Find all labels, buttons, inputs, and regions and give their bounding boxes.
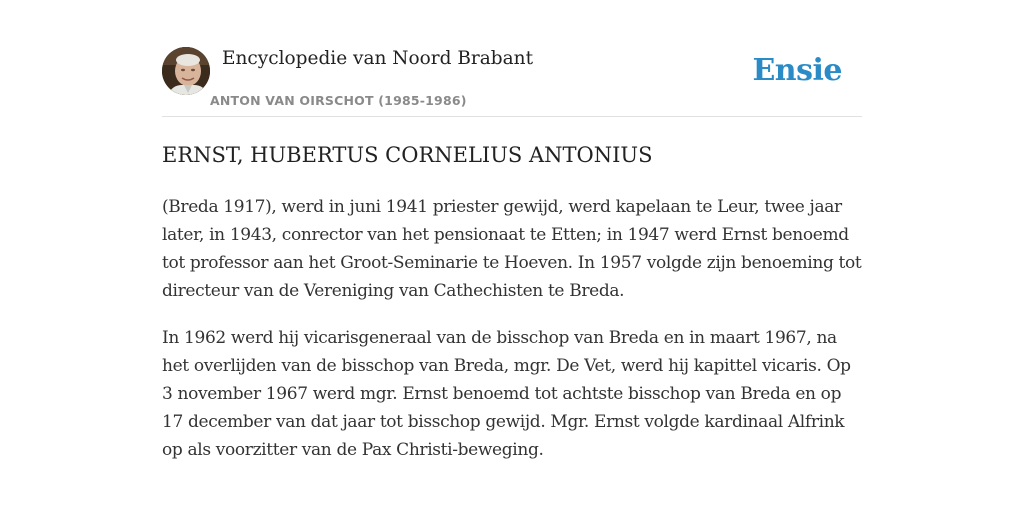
author-name[interactable]: ANTON VAN OIRSCHOT (1985-1986) bbox=[210, 93, 467, 108]
article-headword: ERNST, HUBERTUS CORNELIUS ANTONIUS bbox=[162, 143, 653, 167]
ensie-logo-link[interactable]: Ensie bbox=[752, 53, 842, 88]
article bbox=[162, 140, 862, 464]
article-paragraph: In 1962 werd hij vicarisgeneraal van de bisschop van Breda en in maart 1967, na het overlijden van de bisschop van Breda, mgr. De Vet, werd hij kapittel vicaris. Op 3 november 1967 werd mgr. Ernst benoemd tot achtste bisschop van Breda en op 17 december van dat jaar tot bisschop gewijd. Mgr. Ernst volgde kardinaal Alfrink op als voorzitter van de Pax Christi-beweging. bbox=[162, 328, 851, 460]
author-portrait-icon bbox=[162, 47, 210, 95]
publication-title[interactable]: Encyclopedie van Noord Brabant bbox=[222, 48, 534, 69]
article-paragraph: (Breda 1917), werd in juni 1941 priester gewijd, werd kapelaan te Leur, twee jaar later, in 1943, conrector van het pensionaat te Etten; in 1947 werd Ernst benoemd tot professor aan het Groot-Seminarie te Hoeven. In 1957 volgde zijn benoeming tot directeur van de Vereniging van Cathechisten te Breda. bbox=[162, 197, 862, 301]
author-avatar[interactable] bbox=[162, 47, 210, 95]
source-header bbox=[162, 47, 862, 117]
